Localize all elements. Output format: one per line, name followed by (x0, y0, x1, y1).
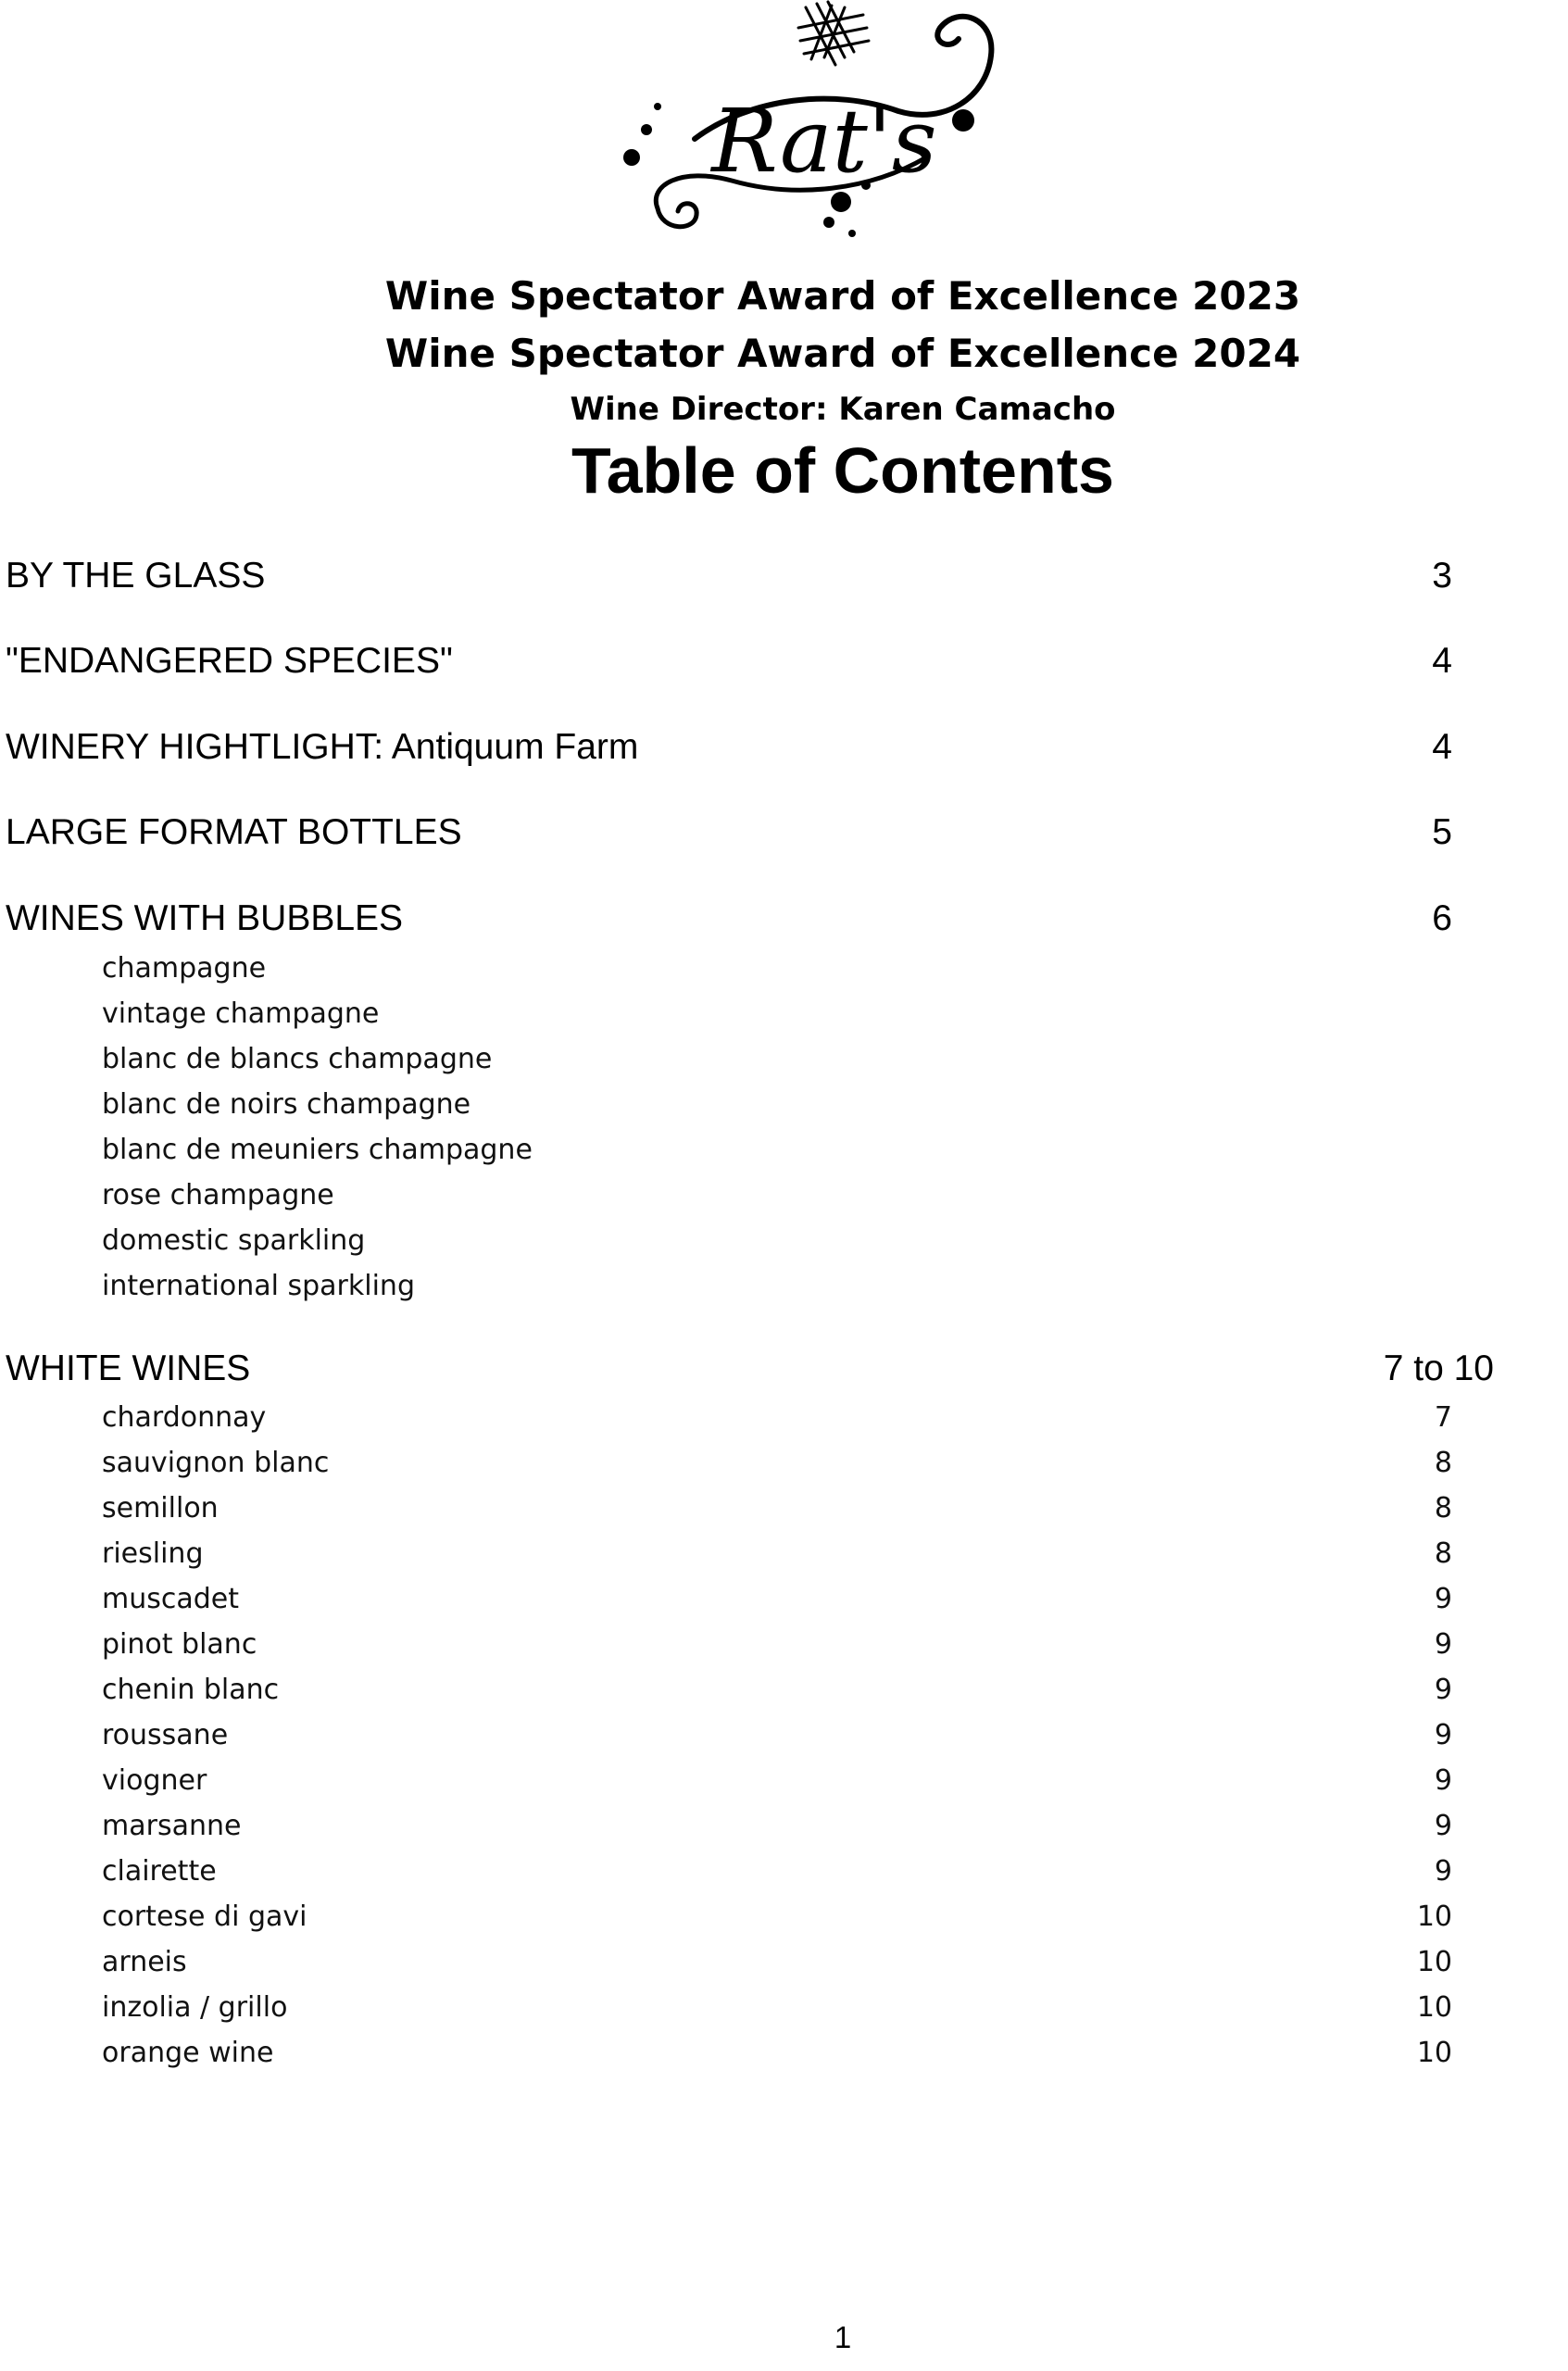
subitem-label: vintage champagne (102, 997, 380, 1030)
subitem-page: 8 (1434, 1537, 1452, 1570)
section-page: 6 (1432, 898, 1452, 938)
subitem-page: 9 (1434, 1628, 1452, 1661)
subitem-page: 9 (1434, 1810, 1452, 1842)
subitem-label: viogner (102, 1764, 207, 1797)
toc-section-wines-with-bubbles[interactable] (0, 898, 1568, 954)
subitem-label: blanc de blancs champagne (102, 1043, 493, 1075)
subitem-label: chenin blanc (102, 1674, 280, 1706)
subitem-label: clairette (102, 1855, 217, 1888)
award-line-2023: Wine Spectator Award of Excellence 2023 (384, 273, 1301, 319)
subitem-label: inzolia / grillo (102, 1991, 288, 2024)
section-label: "ENDANGERED SPECIES" (6, 641, 453, 681)
subitem-label: cortese di gavi (102, 1901, 307, 1933)
subitem-label: champagne (102, 952, 267, 985)
toc-section-by-the-glass[interactable] (0, 556, 1568, 611)
subitem-label: sauvignon blanc (102, 1447, 330, 1479)
subitem-page: 10 (1416, 2037, 1452, 2069)
subitem-page: 10 (1416, 1946, 1452, 1978)
section-label: WHITE WINES (6, 1349, 251, 1388)
rats-logo (593, 0, 1037, 250)
subitem-page: 8 (1434, 1447, 1452, 1479)
subitem-page: 7 (1434, 1401, 1452, 1434)
subitem-label: blanc de meuniers champagne (102, 1134, 533, 1166)
section-page: 3 (1432, 556, 1452, 596)
subitem-page: 9 (1434, 1719, 1452, 1751)
page-number: 1 (834, 2320, 852, 2354)
toc-section-winery-highlight[interactable] (0, 727, 1568, 783)
subitem-label: pinot blanc (102, 1628, 257, 1661)
subitem-page: 10 (1416, 1901, 1452, 1933)
section-label: LARGE FORMAT BOTTLES (6, 812, 462, 852)
subitem-page: 8 (1434, 1492, 1452, 1524)
subitem-label: arneis (102, 1946, 187, 1978)
subitem-label: international sparkling (102, 1270, 415, 1302)
section-page: 4 (1432, 641, 1452, 681)
toc-section-endangered-species[interactable] (0, 641, 1568, 696)
section-label: WINERY HIGHTLIGHT: Antiquum Farm (6, 727, 639, 767)
subitem-label: semillon (102, 1492, 219, 1524)
toc-subitem[interactable] (0, 1270, 1568, 1325)
section-page: 7 to 10 (1383, 1349, 1494, 1388)
subitem-page: 10 (1416, 1991, 1452, 2024)
section-label: WINES WITH BUBBLES (6, 898, 404, 938)
section-label: BY THE GLASS (6, 556, 266, 596)
subitem-label: muscadet (102, 1583, 240, 1615)
section-page: 5 (1432, 812, 1452, 852)
subitem-page: 9 (1434, 1583, 1452, 1615)
logo-wordmark: Rat's (711, 91, 937, 193)
subitem-label: marsanne (102, 1810, 242, 1842)
toc-subitem[interactable] (0, 2037, 1568, 2092)
subitem-label: blanc de noirs champagne (102, 1088, 471, 1121)
toc-section-white-wines[interactable] (0, 1349, 1568, 1404)
subitem-label: riesling (102, 1537, 204, 1570)
subitem-page: 9 (1434, 1764, 1452, 1797)
section-page: 4 (1432, 727, 1452, 767)
subitem-label: roussane (102, 1719, 229, 1751)
award-line-2024: Wine Spectator Award of Excellence 2024 (384, 331, 1301, 376)
subitem-page: 9 (1434, 1674, 1452, 1706)
subitem-label: chardonnay (102, 1401, 267, 1434)
toc-section-large-format[interactable] (0, 812, 1568, 868)
subitem-page: 9 (1434, 1855, 1452, 1888)
subitem-label: orange wine (102, 2037, 274, 2069)
page-title: Table of Contents (571, 434, 1114, 507)
wine-director: Wine Director: Karen Camacho (570, 391, 1116, 428)
subitem-label: domestic sparkling (102, 1224, 366, 1257)
subitem-label: rose champagne (102, 1179, 334, 1211)
